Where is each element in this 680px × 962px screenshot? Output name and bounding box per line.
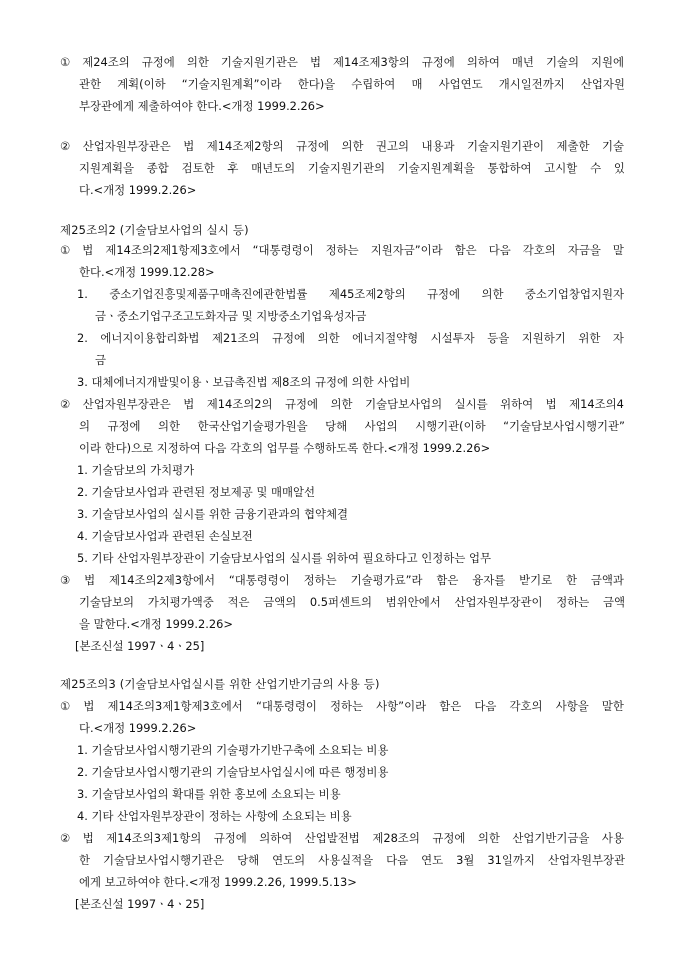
- word: 내용과: [421, 139, 455, 153]
- paragraph-1-line-1: [60, 52, 624, 73]
- word: 법: [183, 139, 195, 153]
- word: 의한: [158, 419, 181, 433]
- section-25-2-sub-2-line-1: [77, 328, 624, 349]
- section-25-2-task-1: 1. 기술담보의 가치평가: [77, 463, 195, 477]
- word: 후: [227, 161, 239, 175]
- word: 자금을: [567, 243, 601, 257]
- word: 중소기업진흥및제품구매촉진에관한법률: [109, 287, 308, 301]
- section-25-2-item-1-line-1: [60, 240, 624, 261]
- word: 한: [566, 573, 578, 587]
- word: 제28조의: [372, 831, 420, 845]
- paragraph-2-line-3: 다.<개정 1999.2.26>: [79, 183, 197, 197]
- section-25-2-item-3-line-2: [79, 592, 625, 613]
- word: 제14조의2제1항제3호에서: [105, 243, 241, 257]
- word: 각호의: [522, 243, 556, 257]
- word: 권고의: [375, 139, 409, 153]
- word: 산업자원: [580, 77, 625, 91]
- section-25-3-cost-4: 4. 기타 산업자원부장관이 정하는 사항에 소요되는 비용: [77, 809, 352, 823]
- word: 정하는: [556, 595, 590, 609]
- word: 법: [84, 573, 96, 587]
- word: 기술평가료”라: [350, 573, 423, 587]
- word: 함은: [439, 699, 462, 713]
- word: 기술지원기관은: [220, 55, 298, 69]
- word: 의한: [186, 55, 209, 69]
- word: 매년도의: [251, 161, 296, 175]
- word: 기술지원기관이: [466, 139, 544, 153]
- section-25-2-item-2-line-3: 이라 한다)으로 지정하여 다음 각호의 업무를 수행하도록 한다.<개정 1999.2.26>: [79, 441, 491, 455]
- word: “기술담보사업시행기관”: [503, 419, 625, 433]
- word: 계획(이하: [117, 77, 166, 91]
- word: 법: [309, 55, 321, 69]
- word: “기술지원계획”이라: [181, 77, 282, 91]
- word: 정하는: [303, 573, 337, 587]
- word: 검토한: [181, 161, 215, 175]
- word: 금액과: [590, 573, 624, 587]
- section-25-3-cost-3: 3. 기술담보사업의 확대를 위한 홍보에 소요되는 비용: [77, 787, 341, 801]
- word: 기술담보의: [79, 595, 135, 609]
- word: 산업자원부장관은: [82, 139, 171, 153]
- section-25-3-cost-1: 1. 기술담보사업시행기관의 기술평가기반구축에 소요되는 비용: [77, 743, 389, 757]
- word: 시설투자: [430, 331, 475, 345]
- section-25-3-item-2-line-3: 에게 보고하여야 한다.<개정 1999.2.26, 1999.5.13>: [79, 875, 357, 889]
- word: 사용: [601, 831, 624, 845]
- word: 관한: [79, 77, 102, 91]
- word: 의한: [330, 397, 353, 411]
- word: 한: [79, 853, 91, 867]
- word: 말한: [601, 699, 624, 713]
- word: 의한: [477, 831, 500, 845]
- section-25-3-item-2-line-2: [79, 850, 625, 871]
- word: 규정에: [432, 831, 466, 845]
- word: 의한: [317, 331, 340, 345]
- word: 산업기반기금을: [512, 831, 590, 845]
- word: “대통령령이: [228, 573, 290, 587]
- word: 법: [82, 831, 94, 845]
- word: 제14조의3제1항제3호에서: [107, 699, 243, 713]
- word: 시행기관(이하: [415, 419, 486, 433]
- word: 각호의: [509, 699, 543, 713]
- word: 적은: [227, 595, 250, 609]
- word: 규정에: [107, 419, 141, 433]
- word: 금액의: [263, 595, 297, 609]
- word: 고시할: [544, 161, 578, 175]
- word: 2.: [77, 331, 88, 345]
- word: 한국산업기술평가원을: [197, 419, 308, 433]
- word: 통합하여: [487, 161, 532, 175]
- paragraph-2-line-1: [60, 136, 624, 157]
- word: 의하여: [259, 831, 293, 845]
- word: 정하는: [325, 243, 359, 257]
- section-25-2-item-2-line-1: [60, 394, 624, 415]
- word: 연도: [421, 853, 444, 867]
- section-25-2-task-2: 2. 기술담보사업과 관련된 정보제공 및 매매알선: [77, 485, 316, 499]
- section-25-2-sub-1-line-1: [77, 284, 624, 305]
- word: ①: [60, 243, 71, 257]
- paragraph-2-line-2: [79, 158, 625, 179]
- word: 매년: [511, 55, 534, 69]
- section-25-2-task-4: 4. 기술담보사업과 관련된 손실보전: [77, 529, 253, 543]
- section-25-2-sub-2-line-2: 금: [95, 353, 107, 367]
- word: 수립하여: [351, 77, 396, 91]
- word: 기술담보사업시행기관은: [103, 853, 225, 867]
- word: 3월: [456, 853, 475, 867]
- section-25-3-item-2-line-1: [60, 828, 624, 849]
- word: 중소기업창업지원자: [524, 287, 624, 301]
- word: 제출한: [556, 139, 590, 153]
- word: 사용실적을: [318, 853, 374, 867]
- paragraph-1-line-3: 부장관에게 제출하여야 한다.<개정 1999.2.26>: [79, 99, 325, 113]
- word: 법: [83, 699, 95, 713]
- word: 제14조의4: [569, 397, 624, 411]
- word: ①: [60, 699, 71, 713]
- word: 지원에: [590, 55, 624, 69]
- word: 규정에: [213, 831, 247, 845]
- word: 자: [612, 331, 624, 345]
- word: 제14조의2제3항에서: [108, 573, 215, 587]
- word: ②: [60, 831, 71, 845]
- word: 제21조의: [211, 331, 260, 345]
- word: 법: [183, 397, 195, 411]
- word: 0.5퍼센트의: [309, 595, 373, 609]
- word: 다음: [474, 699, 497, 713]
- section-25-3-cost-2: 2. 기술담보사업시행기관의 기술담보사업실시에 따른 행정비용: [77, 765, 389, 779]
- section-25-2-item-1-line-2: 한다.<개정 1999.12.28>: [79, 265, 215, 279]
- word: 의: [79, 419, 91, 433]
- word: 다음: [488, 243, 511, 257]
- word: 규정에: [285, 397, 319, 411]
- word: 기술담보사업의: [365, 397, 443, 411]
- word: 규정에: [421, 55, 455, 69]
- word: 산업자원부장관이: [454, 595, 543, 609]
- word: ③: [60, 573, 71, 587]
- word: 한다)을: [297, 77, 336, 91]
- word: 연도의: [272, 853, 306, 867]
- word: 규정에: [141, 55, 175, 69]
- word: 사업연도: [438, 77, 483, 91]
- word: 제45조제2항의: [328, 287, 406, 301]
- word: 의하여: [466, 55, 500, 69]
- word: ①: [60, 55, 71, 69]
- word: “대통령령이: [255, 699, 317, 713]
- word: 지원계획을: [79, 161, 135, 175]
- word: 의한: [481, 287, 504, 301]
- word: 받기로: [519, 573, 553, 587]
- word: 제14조제3항의: [333, 55, 410, 69]
- word: 가치평가액중: [147, 595, 214, 609]
- word: 함은: [454, 243, 477, 257]
- word: 사항”이라: [376, 699, 427, 713]
- word: 산업자원부장관: [547, 853, 625, 867]
- word: ②: [60, 139, 71, 153]
- word: 기술지원계획을: [397, 161, 475, 175]
- word: 제24조의: [82, 55, 130, 69]
- word: 다음: [386, 853, 409, 867]
- word: 제14조의3제1항의: [106, 831, 202, 845]
- word: 지원자금”이라: [370, 243, 443, 257]
- word: 산업자원부장관은: [82, 397, 171, 411]
- word: “대통령령이: [252, 243, 314, 257]
- word: 에너지절약형: [352, 331, 419, 345]
- word: 매: [411, 77, 423, 91]
- section-25-2-item-3-line-1: [60, 570, 624, 591]
- paragraph-1-line-2: [79, 74, 625, 95]
- section-25-2-origin-note: [본조신설 1997ㆍ4ㆍ25]: [75, 639, 205, 653]
- section-25-2-task-3: 3. 기술담보사업의 실시를 위한 금융기관과의 협약체결: [77, 507, 349, 521]
- word: 사항을: [555, 699, 589, 713]
- word: 당해: [237, 853, 260, 867]
- word: 규정에: [295, 139, 329, 153]
- section-heading-25-2: 제25조의2 (기술담보사업의 실시 등): [60, 223, 249, 237]
- word: 지원하기: [521, 331, 566, 345]
- word: 에너지이용합리화법: [100, 331, 200, 345]
- word: 등을: [487, 331, 510, 345]
- section-25-2-task-5: 5. 기타 산업자원부장관이 기술담보사업의 실시를 위하여 필요하다고 인정하는 업무: [77, 551, 491, 565]
- word: 실시를: [454, 397, 488, 411]
- word: 기술: [601, 139, 624, 153]
- section-heading-25-3: 제25조의3 (기술담보사업실시를 위한 산업기반기금의 사용 등): [60, 677, 380, 691]
- word: 제14조제2항의: [206, 139, 284, 153]
- word: 종합: [146, 161, 169, 175]
- word: 정하는: [330, 699, 364, 713]
- word: 수: [590, 161, 602, 175]
- section-25-2-sub-3: 3. 대체에너지개발및이용ㆍ보급촉진법 제8조의 규정에 의한 사업비: [77, 375, 411, 389]
- word: 있: [613, 161, 625, 175]
- word: 융자를: [472, 573, 506, 587]
- section-25-3-origin-note: [본조신설 1997ㆍ4ㆍ25]: [75, 897, 205, 911]
- word: 산업발전법: [304, 831, 360, 845]
- word: 당해: [325, 419, 348, 433]
- word: 말: [612, 243, 624, 257]
- word: 사업의: [364, 419, 398, 433]
- word: 제14조의2의: [206, 397, 273, 411]
- word: 개시일전까지: [498, 77, 565, 91]
- word: 의한: [341, 139, 364, 153]
- word: 위하여: [500, 397, 534, 411]
- word: 범위안에서: [385, 595, 441, 609]
- word: 법: [82, 243, 94, 257]
- word: 31일까지: [487, 853, 535, 867]
- section-25-2-item-3-line-3: 을 말한다.<개정 1999.2.26>: [79, 617, 233, 631]
- word: 기술지원기관의: [307, 161, 385, 175]
- section-25-3-item-1-line-2: 다.<개정 1999.2.26>: [79, 721, 197, 735]
- section-25-3-item-1-line-1: [60, 696, 624, 717]
- word: 기술의: [545, 55, 579, 69]
- section-25-2-item-2-line-2: [79, 416, 625, 437]
- word: 위한: [578, 331, 601, 345]
- word: 1.: [77, 287, 88, 301]
- word: 함은: [436, 573, 459, 587]
- section-25-2-sub-1-line-2: 금ㆍ중소기업구조고도화자금 및 지방중소기업육성자금: [95, 309, 367, 323]
- word: 금액: [602, 595, 625, 609]
- word: 규정에: [272, 331, 306, 345]
- word: 법: [545, 397, 557, 411]
- word: ②: [60, 397, 71, 411]
- word: 규정에: [427, 287, 461, 301]
